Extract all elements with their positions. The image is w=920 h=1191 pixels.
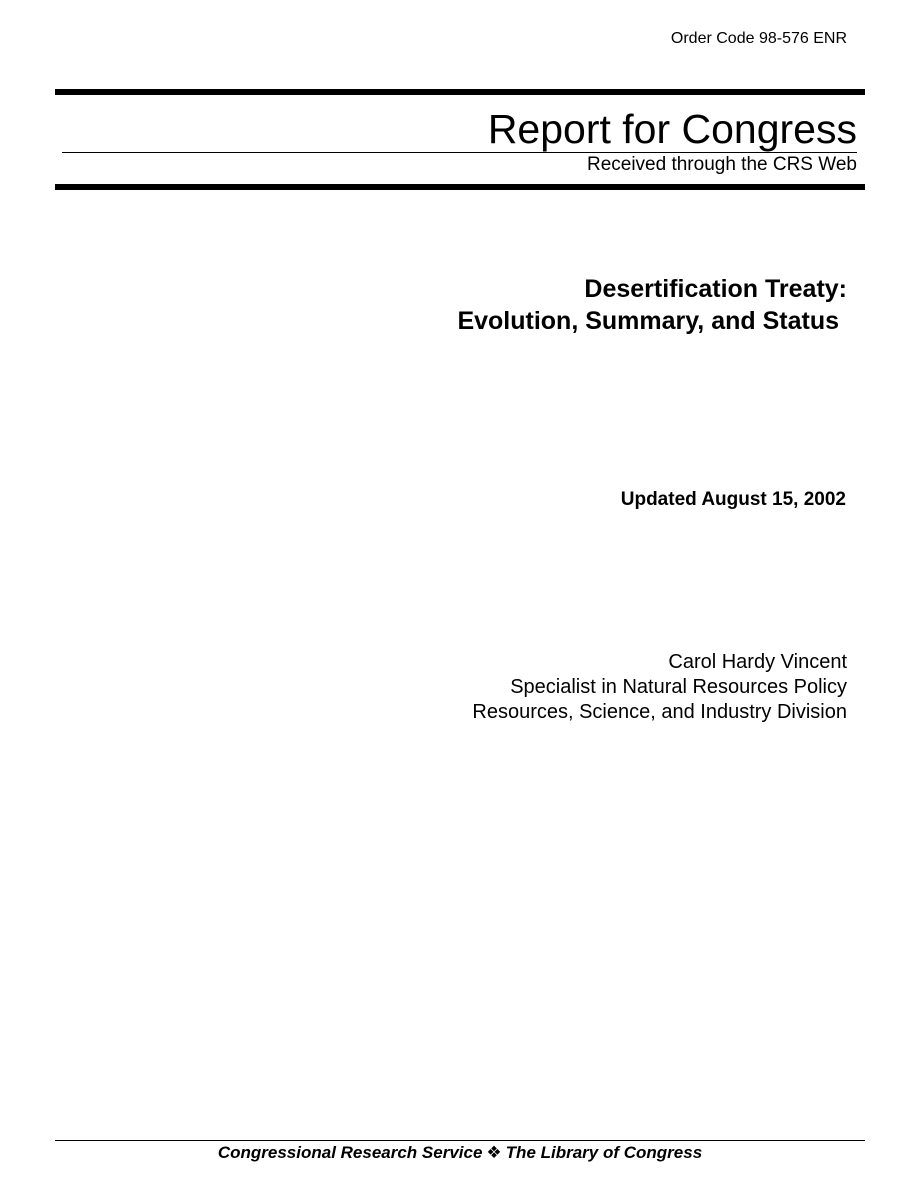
header-bottom-rule	[55, 184, 865, 190]
document-title-line2: Evolution, Summary, and Status	[457, 307, 839, 335]
document-title	[457, 273, 847, 337]
diamond-separator-icon: ❖	[486, 1143, 502, 1162]
order-code: Order Code 98-576 ENR	[670, 30, 847, 47]
header-top-rule	[55, 89, 865, 95]
received-note: Received through the CRS Web	[586, 154, 857, 175]
footer-left: Congressional Research Service	[217, 1143, 483, 1162]
footer-rule	[55, 1140, 865, 1141]
updated-date: Updated August 15, 2002	[620, 489, 846, 510]
footer-right: The Library of Congress	[505, 1143, 703, 1162]
author-name: Carol Hardy Vincent	[668, 651, 847, 673]
report-title: Report for Congress	[487, 106, 857, 152]
document-title-line1: Desertification Treaty:	[584, 275, 847, 303]
header-thin-rule	[62, 152, 857, 153]
footer	[0, 1143, 920, 1163]
author-division: Resources, Science, and Industry Division	[472, 701, 847, 723]
author-block	[472, 650, 847, 725]
author-position: Specialist in Natural Resources Policy	[510, 676, 847, 698]
